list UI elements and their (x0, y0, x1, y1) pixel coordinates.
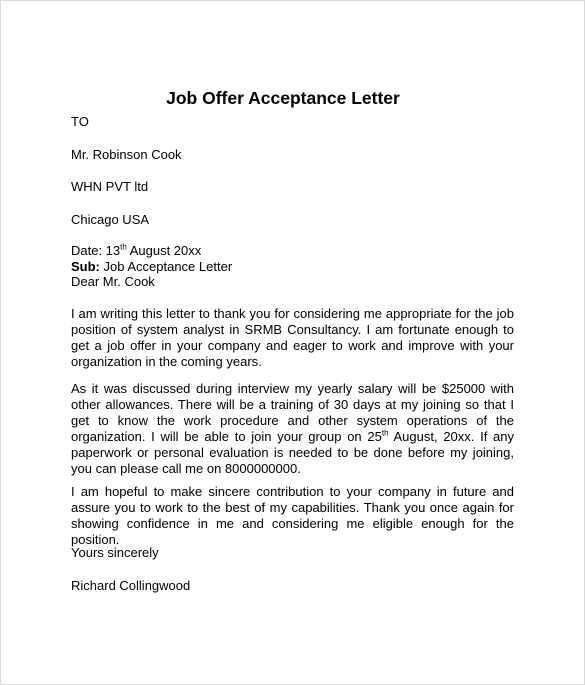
paragraph-2-part-2: August, 20xx. If any paperwork or personal evaluation is needed to be done before my joining, you can please call me on 8000000000. (71, 429, 515, 476)
subject-text: Job Acceptance Letter (99, 259, 233, 274)
recipient-name: Mr. Robinson Cook (71, 147, 182, 162)
paragraph-2-part-1: As it was discussed during interview my yearly salary will be $25000 with other allowances. There will be a training of 30 days at my joining so that I get to know the work procedure and other system operations of the organization. I will be able to join your group on 25 (71, 381, 514, 444)
letter-date (71, 243, 201, 259)
closing: Yours sincerely (71, 545, 159, 560)
paragraph-1: I am writing this letter to thank you for considering me appropriate for the job position of system analyst in SRMB Consultancy. I am fortunate enough to get a job offer in your company and eager to work and improve with your organization in the coming years. (71, 306, 514, 369)
date-prefix: Date: 13 (71, 243, 121, 258)
date-ordinal: th (120, 242, 127, 252)
to-label: TO (71, 114, 89, 129)
recipient-location: Chicago USA (71, 212, 150, 227)
paragraph-2-ordinal: th (381, 428, 389, 438)
letter-title: Job Offer Acceptance Letter (166, 88, 400, 108)
date-suffix: August 20xx (126, 243, 202, 258)
subject-label: Sub: (71, 259, 100, 274)
signature-name: Richard Collingwood (71, 578, 191, 593)
recipient-company: WHN PVT ltd (71, 179, 149, 194)
paragraph-3: I am hopeful to make sincere contribution to your company in future and assure you to work to the best of my capabilities. Thank you once again for showing confidence in me and considering me eligible enough for the position. (71, 484, 514, 547)
salutation: Dear Mr. Cook (71, 274, 155, 289)
paragraph-2 (71, 381, 514, 477)
letter-subject (71, 259, 232, 275)
